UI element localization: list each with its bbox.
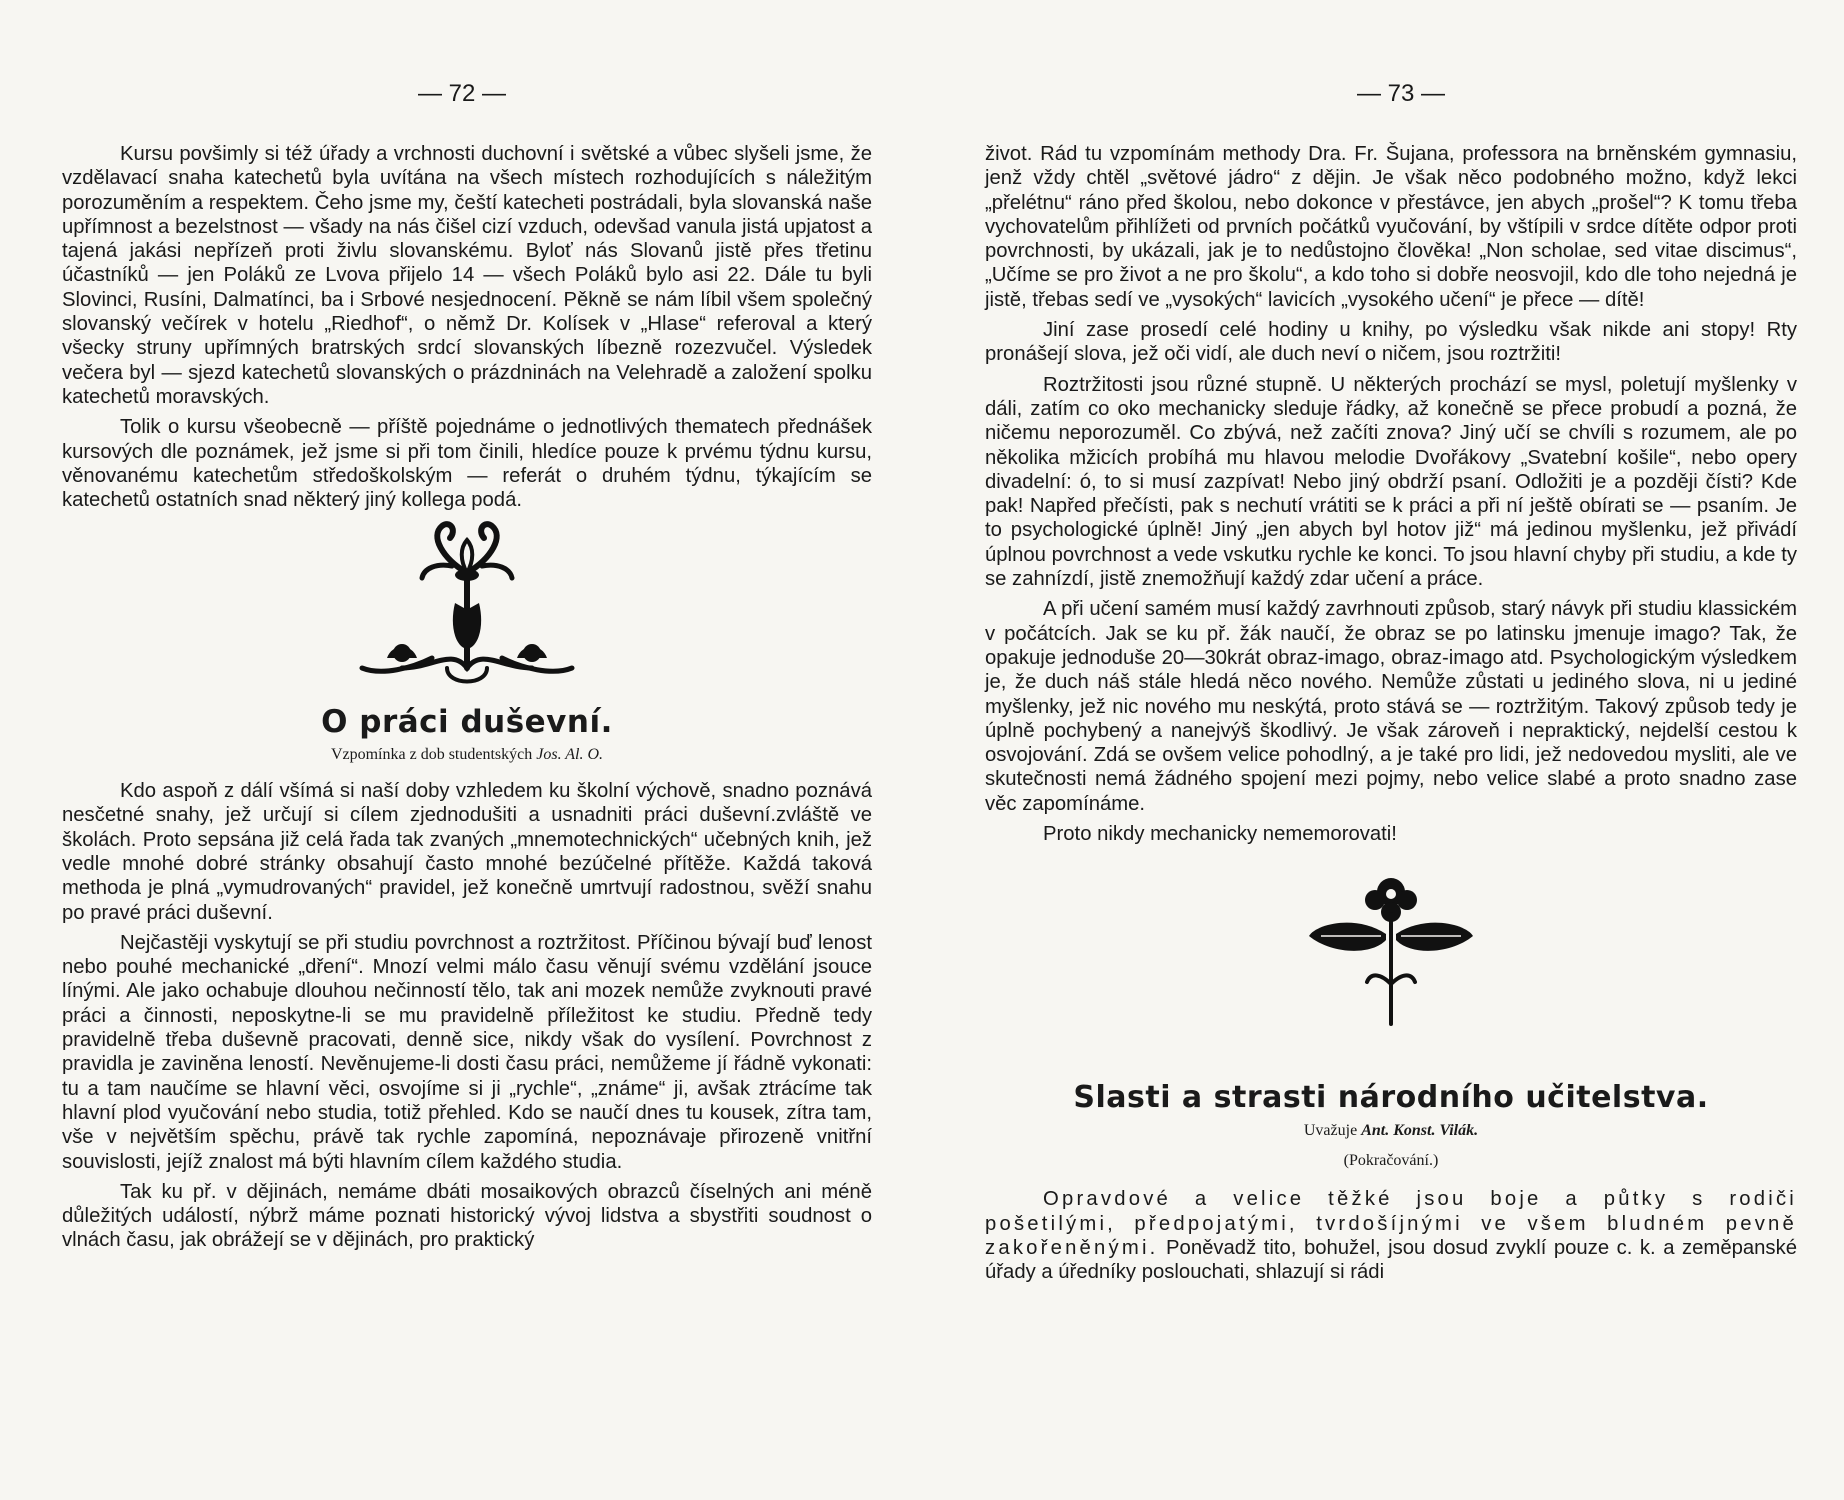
body-paragraph: A při učení samém musí každý zavrhnouti způsob, starý návyk při studiu klassickém v počátcích. Jak se ku př. žák naučí, že obraz se po latinsku jmenuje imago? Tak, že opakuje jednoduše 20—30krát obraz-imago, obraz-imago atd. Psychologickým výsledkem je, že duch náš stále hledá něco nového. Nemůže zůstati u jediného slova, ni u jediné myšlenky, jež nic nového mu neskýtá, proto stává se — roztržitým. Takový způsob tedy je úplně pochybený a nanejvýš škodlivý. Je však zároveň i nepraktický, nejdelší cestou k osvojování. Zdá se ovšem velice pohodlný, a je také pro lidi, jež nedovedou mysliti, ale ve skutečnosti nemá žádného spojení mezi pojmy, nebo velice slabé a proto snadno zase věc zapomínáme. [985,598,1797,815]
left-page [62,0,872,1500]
body-paragraph: Kursu povšimly si též úřady a vrchnosti duchovní i světské a vůbec slyšeli jsme, že vzdělavací snaha katechetů byla uvítána na všech místech rozhodujících s náležitým porozuměním a respektem. Čeho jsme my, čeští katecheti postrádali, byla slovanská naše upřímnost a bezelstnost — všady na nás čišel cizí vzduch, odevšad vanula jistá upjatost a tajená jakási nepřízeň proti živlu slovanskému. Byloť nás Slovanů jistě přes třetinu účastníků — jen Poláků ze Lvova přijelo 14 — všech Poláků bylo asi 22. Dále tu byli Slovinci, Rusíni, Dalmatínci, ba i Srbové nesjednocení. Pěkně se nám líbil všem společný slovanský večírek v hotelu „Riedhof“, o němž Dr. Kolísek v „Hlase“ referoval a který všecky struny upřímných bratrských srdcí slovanských líbezně rozezvučel. Výsledek večera byl — sjezd katechetů slovanských o prázdninách na Velehradě a založení spolku katechetů moravských. [62,143,872,408]
right-page [985,0,1797,1500]
body-paragraph: Jiní zase prosedí celé hodiny u knihy, po výsledku však nikde ani stopy! Rty pronášejí slova, jež oči vidí, ale duch neví o ničem, jsou roztržiti! [985,319,1797,366]
spaced-text: Opravdové a velice těžké jsou boje a půtky s rodiči pošetilými, předpojatými, tvrdošíjnými ve všem bludném pevně zakořeněnými. [985,1188,1797,1259]
page-number: — 72 — [417,80,507,107]
body-paragraph: Kdo aspoň z dálí všímá si naší doby vzhledem ku školní výchově, snadno poznává nesčetné snahy, jež určují si cílem zjednodušiti a usnadniti práci duševní.zvláště ve školách. Proto sepsána již celá řada tak zvaných „mnemotechnických“ učebných knih, jež vedle mnohé dobré stránky obsahují často mnohé bezúčelné přítěže. Každá taková methoda je plná „vymudrovaných“ pravidel, jež konečně umrtvují radostnou, svěží snahu po pravé práci duševní. [62,780,872,924]
body-paragraph: Tak ku př. v dějinách, nemáme dbáti mosaikových obrazců číselných ani méně důležitých událostí, nýbrž máme poznati historický vývoj lidstva a sbystřiti soudnost o vlnách času, jak obrážejí se v dějinách, pro praktický [62,1180,872,1252]
body-paragraph: Tolik o kursu všeobecně — příště pojednáme o jednotlivých thematech přednášek kursových dle poznámek, jež jsme si při tom činili, hledíce pouze k prvému týdnu kursu, věnovanému katechetům středoškolským — referát o druhém týdnu, týkajícím se katechetů ostatních snad některý jiný kollega podá. [62,416,872,512]
flower-ornament-icon [1301,874,1481,1034]
byline-author: Ant. Konst. Vilák. [1361,1121,1479,1139]
body-text: Poněvadž tito, bohužel, jsou dosud zvyklí pouze c. k. a zeměpanské úřady a úředníky poslouchati, shlazují si rádi [985,1236,1797,1284]
byline-author: Jos. Al. O. [536,745,604,763]
page-body [62,142,872,1253]
body-paragraph: život. Rád tu vzpomínám methody Dra. Fr. Šujana, professora na brněnském gymnasiu, jenž vždy chtěl „světové jádro“ z dějin. Je však něco podobného možno, když lekci „přelétnu“ ráno před školou, nebo dokonce v přestávce, jen abych „prošel“? K tomu třeba vychovatelům přihlížeti od prvních počátků vyučování, by vštípili v srdce dítěte odpor proti povrchnosti, by ukázali, jak je to nedůstojno člověka! „Non scholae, sed vitae discimus“, „Učíme se pro život a ne pro školu“, a kdo toho si dobře neosvojil, kdo dle toho nejedná je jistě, třebas sedí ve „vysokých“ lavicích „vysokého učení“ je přece — dítě! [985,143,1797,311]
body-paragraph: Nejčastěji vyskytují se při studiu povrchnost a roztržitost. Příčinou bývají buď lenost nebo pouhé mechanické „dření“. Mnozí velmi málo času věnují svému vzdělání jsouce línými. Ale jako ochabuje dlouhou nečinností tělo, tak ani mozek nemůže zvyknouti pravé práci a činnosti, neposkytne-li se mu pravidelně příležitost ke studiu. Předně tedy pravidelně třeba duševně pracovati, denně sice, nikdy však do vysílení. Povrchnost z pravidla je zaviněna leností. Nevěnujeme-li dosti času práci, nemůžeme jí řádně vykonati: tu a tam naučíme se hlavní věci, osvojíme si ji „rychle“, „známe“ ji, avšak ztrácíme tak hlavní plod vyučování nebo studia, totiž přehled. Kdo se naučí dnes tu kousek, zítra tam, vše v největším spěchu, právě tak rychle zapomíná, nepoznávaje přirozeně vnitřní souvislosti, jejíž znalost má býti hlavním cílem každého studia. [62,931,872,1173]
lily-ornament-icon [342,518,592,698]
byline [62,743,872,767]
article-title: Slasti a strasti národního učitelstva. [1073,1080,1709,1116]
byline [985,1119,1797,1143]
body-paragraph: Roztržitosti jsou různé stupně. U některých prochází se mysl, poletují myšlenky v dáli, zatím co oko mechanicky sleduje řádky, až konečně se přece probudí a pozná, že ničemu neporozuměl. Co zbývá, než začíti znova? Jiný učí se chvíli s rozumem, ale po několika mžicích probíhá mu hlavou melodie Dvořákovy „Svatební košile“, nebo opery divadelní: ó, to si musí zazpívat! Nebo jiný obdrží psaní. Odložiti je a později čísti? Kde pak! Napřed přečísti, pak s nechutí vrátiti se k práci a při ní ještě obírati se — psaním. Je to psychologické úplně! Jiný „jen abych byl hotov již“ má jedinou myšlenku, jež přivádí úplnou povrchnost a vede vskutku rychle ke konci. To jsou hlavní chyby při studiu, a kde ty se zahnízdí, jistě znemožňují každý zdar učení a práce. [985,373,1797,591]
continued-note: (Pokračování.) [1343,1151,1439,1169]
page-body [985,142,1797,1284]
page-number: — 73 — [1356,80,1446,107]
body-paragraph: Proto nikdy mechanicky nememorovati! [1043,823,1397,846]
article-title: O práci duševní. [321,704,613,741]
body-paragraph [985,1187,1797,1284]
byline-prefix: Uvažuje [1303,1121,1358,1139]
byline-prefix: Vzpomínka z dob studentských [330,745,533,763]
